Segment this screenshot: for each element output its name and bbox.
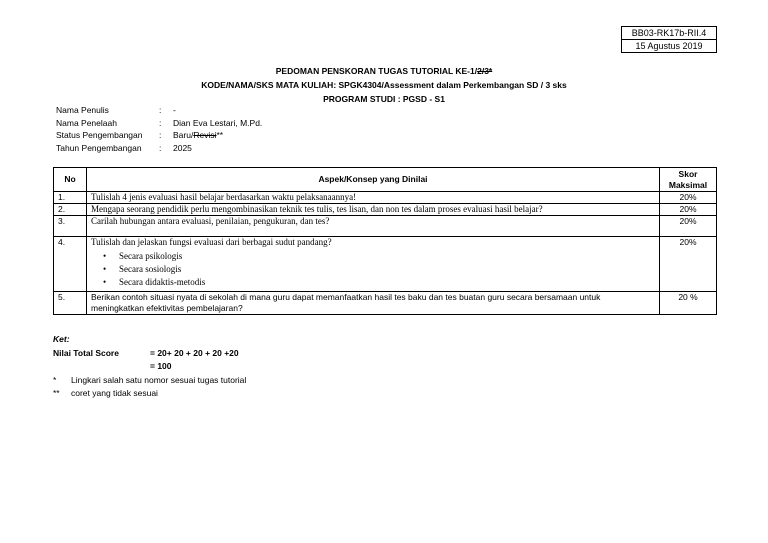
info-row-penulis: Nama Penulis : - [56, 105, 176, 115]
table-row: 3. Carilah hubungan antara evaluasi, penilaian, pengukuran, dan tes? 20% [54, 216, 717, 237]
table-header-row [54, 168, 717, 192]
document-date: 15 Agustus 2019 [622, 39, 716, 52]
header-score: Skor Maksimal [660, 168, 717, 192]
header-aspect: Aspek/Konsep yang Dinilai [87, 168, 660, 192]
info-row-penelaah: Nama Penelaah : Dian Eva Lestari, M.Pd. [56, 117, 263, 128]
document-code-box [621, 26, 717, 53]
info-row-status: Status Pengembangan : Baru/Revisi** [56, 130, 224, 140]
document-code: BB03-RK17b-RII.4 [631, 28, 707, 38]
list-item: • Secara psikologis [119, 250, 655, 263]
header-no: No [54, 168, 87, 192]
title-strikethrough: 2/3* [477, 66, 493, 76]
footnote-2: ** coret yang tidak sesuai [53, 388, 158, 398]
table-row: 2. Mengapa seorang pendidik perlu mengombinasikan teknik tes tulis, tes lisan, dan non tes dalam proses evaluasi hasil belajar? 20% [54, 204, 717, 216]
total-score: Nilai Total Score = 20+ 20 + 20 + 20 +20 [53, 347, 239, 358]
title-line-3: PROGRAM STUDI : PGSD - S1 [323, 94, 445, 104]
notes-ket: Ket: [53, 334, 70, 344]
title-line-2: KODE/NAMA/SKS MATA KULIAH: SPGK4304/Assessment dalam Perkembangan SD / 3 sks [201, 80, 567, 90]
notes-section [53, 333, 246, 401]
sub-list [91, 250, 655, 289]
author-info [56, 104, 262, 154]
list-item: • Secara didaktis-metodis [119, 276, 655, 289]
footnote-1: * Lingkari salah satu nomor sesuai tugas tutorial [53, 374, 247, 385]
list-item: • Secara sosiologis [119, 263, 655, 276]
total-score-result: = 100 [150, 361, 172, 371]
table-row: 4. Tulislah dan jelaskan fungsi evaluasi dari berbagai sudut pandang? • Secara psikologis • Secara sosiologis • Secara didaktis-metodis 20% [54, 237, 717, 292]
table-row: 1. Tulislah 4 jenis evaluasi hasil belajar berdasarkan waktu pelaksanaannya! 20% [54, 192, 717, 204]
table-row: 5. Berikan contoh situasi nyata di sekolah di mana guru dapat memanfaatkan hasil tes baku dan tes buatan guru secara bersamaan untuk meningkatkan efektivitas pembelajaran? 20 % [54, 292, 717, 315]
scoring-table [53, 167, 717, 315]
info-row-tahun: Tahun Pengembangan : 2025 [56, 142, 192, 153]
title-line-1: PEDOMAN PENSKORAN TUGAS TUTORIAL KE-1/2/3* [275, 66, 493, 76]
document-title [0, 64, 768, 106]
